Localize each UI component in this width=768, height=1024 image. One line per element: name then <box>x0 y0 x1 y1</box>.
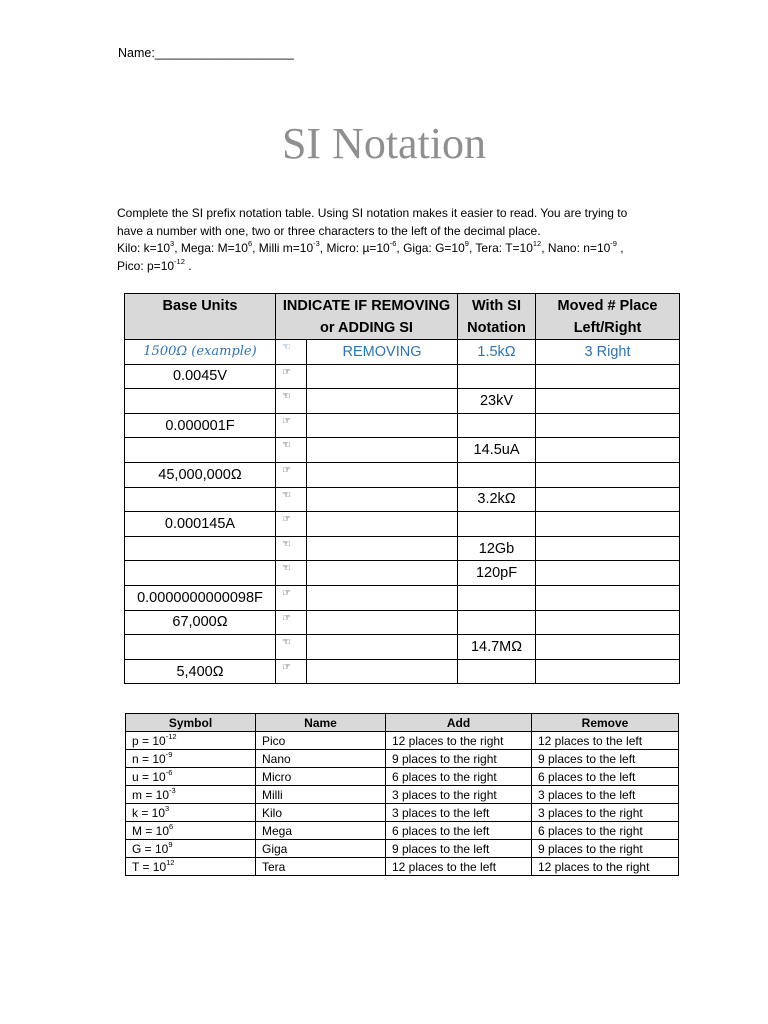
moved-places-cell[interactable] <box>536 413 680 438</box>
si-notation-cell[interactable]: 23kV <box>458 389 536 414</box>
base-units-cell <box>125 635 276 660</box>
add-cell: 3 places to the left <box>386 804 532 822</box>
si-notation-cell[interactable] <box>458 413 536 438</box>
moved-places-cell[interactable] <box>536 536 680 561</box>
indicate-cell[interactable] <box>307 659 458 684</box>
base-units-cell <box>125 438 276 463</box>
pointing-right-hand-icon: ☞ <box>276 512 307 537</box>
moved-places-cell[interactable] <box>536 512 680 537</box>
instructions <box>117 205 677 275</box>
symbol-cell: $G = 10^9$ <box>126 840 256 858</box>
table-header-row <box>125 294 680 340</box>
base-units-cell <box>125 561 276 586</box>
pointing-right-hand-icon: ☞ <box>276 413 307 438</box>
indicate-cell[interactable] <box>307 585 458 610</box>
si-notation-cell[interactable]: 1.5kΩ <box>458 340 536 365</box>
symbol-cell: $m = 10^{-3}$ <box>126 786 256 804</box>
table-row <box>125 536 680 561</box>
moved-places-cell[interactable] <box>536 389 680 414</box>
pointing-right-hand-icon: ☞ <box>276 585 307 610</box>
si-notation-cell[interactable]: 14.7MΩ <box>458 635 536 660</box>
si-notation-cell[interactable]: 120pF <box>458 561 536 586</box>
name-cell: Mega <box>256 822 386 840</box>
header-moved: Moved # Place Left/Right <box>536 294 680 340</box>
header-add: Add <box>386 714 532 732</box>
table-row <box>125 659 680 684</box>
remove-cell: 9 places to the right <box>532 840 679 858</box>
indicate-cell[interactable] <box>307 364 458 389</box>
base-units-cell: 67,000Ω <box>125 610 276 635</box>
add-cell: 9 places to the left <box>386 840 532 858</box>
indicate-cell[interactable] <box>307 413 458 438</box>
add-cell: 6 places to the left <box>386 822 532 840</box>
remove-cell: 6 places to the right <box>532 822 679 840</box>
moved-places-cell[interactable] <box>536 462 680 487</box>
pointing-left-hand-icon: ☜ <box>276 389 307 414</box>
si-notation-cell[interactable] <box>458 610 536 635</box>
pointing-left-hand-icon: ☜ <box>276 438 307 463</box>
pointing-right-hand-icon: ☞ <box>276 364 307 389</box>
table-row <box>125 585 680 610</box>
table-row <box>125 340 680 365</box>
remove-cell: 9 places to the left <box>532 750 679 768</box>
symbol-cell: $n = 10^{-9}$ <box>126 750 256 768</box>
indicate-cell[interactable] <box>307 389 458 414</box>
table-row <box>126 768 679 786</box>
base-units-cell: 0.000145A <box>125 512 276 537</box>
si-notation-cell[interactable] <box>458 659 536 684</box>
table-row <box>125 561 680 586</box>
add-cell: 12 places to the left <box>386 858 532 876</box>
pointing-left-hand-icon: ☜ <box>276 340 307 365</box>
remove-cell: 12 places to the left <box>532 732 679 750</box>
moved-places-cell[interactable] <box>536 659 680 684</box>
indicate-cell[interactable] <box>307 536 458 561</box>
header-symbol: Symbol <box>126 714 256 732</box>
table-row <box>125 635 680 660</box>
table-row <box>126 858 679 876</box>
table-row <box>125 438 680 463</box>
base-units-cell: 0.0000000000098F <box>125 585 276 610</box>
header-remove: Remove <box>532 714 679 732</box>
base-units-cell: 0.000001F <box>125 413 276 438</box>
pointing-left-hand-icon: ☜ <box>276 635 307 660</box>
name-cell: Tera <box>256 858 386 876</box>
name-cell: Milli <box>256 786 386 804</box>
pointing-right-hand-icon: ☞ <box>276 462 307 487</box>
name-field-label: Name:____________________ <box>118 46 294 60</box>
add-cell: 12 places to the right <box>386 732 532 750</box>
indicate-cell[interactable] <box>307 512 458 537</box>
si-notation-cell[interactable] <box>458 364 536 389</box>
si-notation-cell[interactable] <box>458 462 536 487</box>
base-units-cell: 1500Ω (example) <box>125 340 276 365</box>
pointing-right-hand-icon: ☞ <box>276 659 307 684</box>
moved-places-cell[interactable] <box>536 561 680 586</box>
name-cell: Nano <box>256 750 386 768</box>
add-cell: 9 places to the right <box>386 750 532 768</box>
moved-places-cell[interactable] <box>536 438 680 463</box>
symbol-cell: $u = 10^{-6}$ <box>126 768 256 786</box>
name-cell: Pico <box>256 732 386 750</box>
remove-cell: 12 places to the right <box>532 858 679 876</box>
moved-places-cell[interactable] <box>536 364 680 389</box>
si-notation-cell[interactable]: 14.5uA <box>458 438 536 463</box>
si-notation-cell[interactable] <box>458 585 536 610</box>
symbol-cell: $p = 10^{-12}$ <box>126 732 256 750</box>
pointing-left-hand-icon: ☜ <box>276 536 307 561</box>
pointing-right-hand-icon: ☞ <box>276 610 307 635</box>
table-header-row <box>126 714 679 732</box>
base-units-cell: 5,400Ω <box>125 659 276 684</box>
moved-places-cell[interactable] <box>536 585 680 610</box>
symbol-cell: $k = 10^3$ <box>126 804 256 822</box>
table-row <box>125 487 680 512</box>
table-row <box>126 804 679 822</box>
indicate-cell[interactable]: REMOVING <box>307 340 458 365</box>
table-row <box>125 413 680 438</box>
table-row <box>126 750 679 768</box>
prefix-definitions: Kilo: $k=10^3$, Mega: $M=10^6$, Milli $m=10^{-3}$, Micro: $\mu=10^{-6}$, Giga: $G=10^9$, Tera: $T=10^{12}$, Nano: $n=10^{-9}$ , <box>117 239 624 255</box>
moved-places-cell[interactable]: 3 Right <box>536 340 680 365</box>
header-indicate: INDICATE IF REMOVING or ADDING SI <box>276 294 458 340</box>
base-units-cell: 0.0045V <box>125 364 276 389</box>
si-notation-cell[interactable]: 12Gb <box>458 536 536 561</box>
pointing-left-hand-icon: ☜ <box>276 487 307 512</box>
pico-definition: Pico: $p=10^{-12}$ . <box>117 256 192 273</box>
header-base-units: Base Units <box>125 294 276 340</box>
remove-cell: 6 places to the left <box>532 768 679 786</box>
table-row <box>126 732 679 750</box>
si-notation-table <box>124 293 680 684</box>
instructions-line-1: Complete the SI prefix notation table. Using SI notation makes it easier to read. You are trying to <box>117 206 628 220</box>
page-title: SI Notation <box>281 119 487 168</box>
prefix-reference-table <box>125 713 679 876</box>
name-cell: Kilo <box>256 804 386 822</box>
base-units-cell: 45,000,000Ω <box>125 462 276 487</box>
table-row <box>125 364 680 389</box>
table-row <box>126 840 679 858</box>
remove-cell: 3 places to the right <box>532 804 679 822</box>
symbol-cell: $M = 10^6$ <box>126 822 256 840</box>
base-units-cell <box>125 389 276 414</box>
table-row <box>125 512 680 537</box>
header-name: Name <box>256 714 386 732</box>
table-row <box>125 462 680 487</box>
pointing-left-hand-icon: ☜ <box>276 561 307 586</box>
table-row <box>125 389 680 414</box>
table-row <box>126 822 679 840</box>
remove-cell: 3 places to the left <box>532 786 679 804</box>
name-cell: Giga <box>256 840 386 858</box>
indicate-cell[interactable] <box>307 438 458 463</box>
table-row <box>126 786 679 804</box>
si-notation-cell[interactable]: 3.2kΩ <box>458 487 536 512</box>
indicate-cell[interactable] <box>307 487 458 512</box>
indicate-cell[interactable] <box>307 561 458 586</box>
indicate-cell[interactable] <box>307 462 458 487</box>
instructions-line-2: have a number with one, two or three characters to the left of the decimal place. <box>117 223 541 238</box>
indicate-cell[interactable] <box>307 610 458 635</box>
base-units-cell <box>125 487 276 512</box>
indicate-cell[interactable] <box>307 635 458 660</box>
table-row <box>125 610 680 635</box>
add-cell: 6 places to the right <box>386 768 532 786</box>
header-with-si: With SI Notation <box>458 294 536 340</box>
si-notation-cell[interactable] <box>458 512 536 537</box>
name-cell: Micro <box>256 768 386 786</box>
moved-places-cell[interactable] <box>536 635 680 660</box>
moved-places-cell[interactable] <box>536 487 680 512</box>
symbol-cell: $T = 10^{12}$ <box>126 858 256 876</box>
add-cell: 3 places to the right <box>386 786 532 804</box>
moved-places-cell[interactable] <box>536 610 680 635</box>
base-units-cell <box>125 536 276 561</box>
